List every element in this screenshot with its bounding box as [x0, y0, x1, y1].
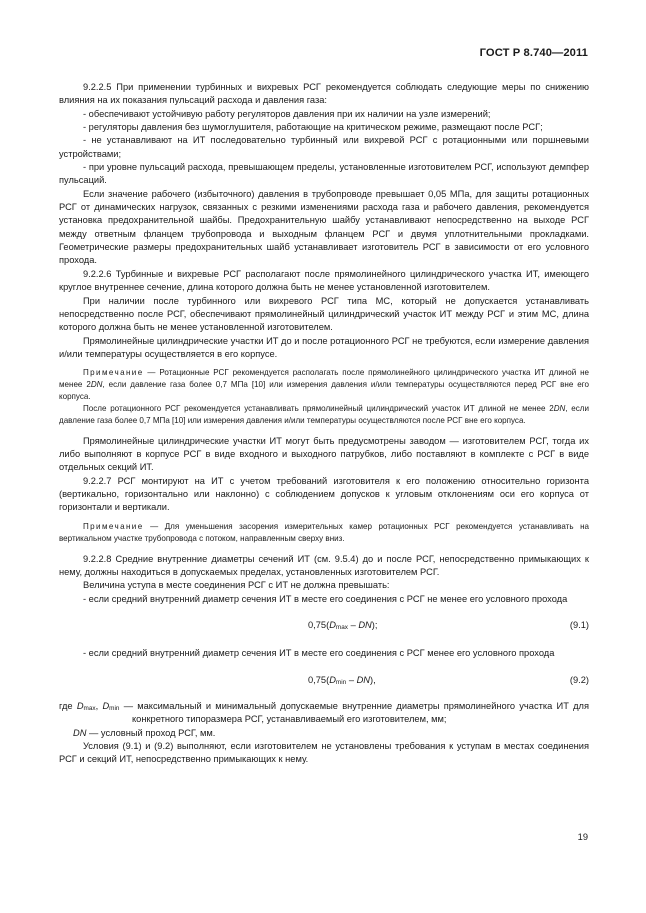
paragraph-factory-sections: Прямолинейные цилиндрические участки ИТ могут быть предусмотрены заводом — изготовителем РСГ, тогда их либо выполняют в корпусе РСГ в виде входного и выходного патрубков, либо поставляют в комплекте с РСГ в виде отдельных секций ИТ.: [59, 435, 589, 473]
page-number: 19: [577, 832, 588, 842]
page-body: [59, 81, 589, 767]
formula-9-2: [59, 674, 589, 687]
list-item: - обеспечивают устойчивую работу регуляторов давления при их наличии на узле измерений;: [83, 108, 491, 119]
note-vertical-mounting: Примечание — Для уменьшения засорения измерительных камер ротационных РСГ рекомендуется устанавливать на вертикальном участке трубопровода с потоком, направленным сверху вниз.: [59, 521, 589, 543]
paragraph-9-2-2-8: 9.2.2.8 Средние внутренние диаметры сечений ИТ (см. 9.5.4) до и после РСГ, непосредственно примыкающих к нему, должны находиться в допускаемых пределах, установленных изготовителем РСГ.: [59, 553, 589, 577]
formula-9-1: [59, 619, 589, 632]
note-rotary-upstream: Примечание — Ротационные РСГ рекомендуется располагать после прямолинейного цилиндрического участка ИТ длиной не менее 2DN, если давление газа более 0,7 МПа [10] или измерения давления и/или температуры осуществляются перед РСГ вне его корпуса.: [59, 368, 589, 402]
note-rotary-downstream: После ротационного РСГ рекомендуется устанавливать прямолинейный цилиндрический участок ИТ длиной не менее 2DN, если давление газа более 0,7 МПа [10] или измерения давления и/или температуры осуществляются после РСГ вне его корпуса.: [59, 403, 589, 425]
paragraph-step-size: Величина уступа в месте соединения РСГ с ИТ не должна превышать:: [83, 580, 390, 591]
note-label: Примечание: [83, 368, 144, 378]
paragraph-9-2-2-7: 9.2.2.7 РСГ монтируют на ИТ с учетом требований изготовителя к его положению относительно горизонта (вертикально, горизонтально или наклонно) с соблюдением допусков к угловым отклонениям оси его корпуса от горизонтали и вертикали.: [59, 475, 589, 513]
paragraph-9-2-2-6: 9.2.2.6 Турбинные и вихревые РСГ располагают после прямолинейного цилиндрического участка ИТ, имеющего круглое внутреннее сечение, длина которого должна быть не менее установленной изготовителем.: [59, 268, 589, 293]
list-item: - не устанавливают на ИТ последовательно турбинный или вихревой РСГ с ротационными или поршневыми устройствами;: [59, 135, 589, 159]
paragraph-safety-washer: Если значение рабочего (избыточного) давления в трубопроводе превышает 0,05 МПа, для защиты ротационных РСГ от динамических нагрузок, связанных с резкими изменениями расхода газа и рабочего давления, рекомендуется установка предохранительной шайбы. Предохранительную шайбу устанавливают непосредственно на выходе РСГ между ответным фланцем трубопровода и выходным фланцем РСГ и двумя уплотнительными прокладками. Геометрические размеры предохранительных шайб устанавливает изготовитель РСГ в зависимости от его условного прохода.: [59, 188, 589, 266]
note-label: Примечание: [83, 521, 144, 531]
formula-expression: $0,75(D_{max} - DN)$;: [308, 620, 378, 631]
definition-dn: DN — условный проход РСГ, мм.: [73, 727, 216, 738]
definition-dmax-dmin: где $D_{max}$, $D_{min}$ — максимальный и минимальный допускаемые внутренние диаметры прямолинейного участка ИТ для конкретного типоразмера РСГ, устанавливаемый его изготовителем, мм;: [59, 701, 590, 725]
formula-expression: $0,75(D_{min} - DN)$,: [308, 674, 376, 686]
paragraph-ms-after-meter: При наличии после турбинного или вихревого РСГ типа МС, который не допускается устанавливать непосредственно после РСГ, обеспечивают прямолинейный цилиндрический участок ИТ между РСГ и этим МС, длина которого должна быть не менее установленной изготовителем.: [59, 295, 589, 333]
standard-header: ГОСТ Р 8.740—2011: [479, 47, 588, 59]
list-item: - при уровне пульсаций расхода, превышающем пределы, установленные изготовителем РСГ, используют демпфер пульсаций.: [59, 162, 589, 186]
formula-number: (9.1): [569, 620, 589, 630]
paragraph-conditions: Условия (9.1) и (9.2) выполняют, если изготовителем не установлены требования к уступам в местах соединения РСГ и секций ИТ, непосредственно примыкающих к нему.: [59, 741, 589, 765]
formula-number: (9.2): [569, 674, 589, 685]
list-item: - если средний внутренний диаметр сечения ИТ в месте его соединения с РСГ менее его условного прохода: [83, 648, 555, 659]
list-item: - регуляторы давления без шумоглушителя, работающие на критическом режиме, размещают после РСГ;: [83, 122, 543, 133]
list-item: - если средний внутренний диаметр сечения ИТ в месте его соединения с РСГ не менее его условного прохода: [83, 593, 568, 604]
paragraph-rotary-straight: Прямолинейные цилиндрические участки ИТ до и после ротационного РСГ не требуются, если измерение давления и/или температуры осуществляется в его корпусе.: [59, 335, 589, 359]
paragraph-9-2-2-5: 9.2.2.5 При применении турбинных и вихревых РСГ рекомендуется соблюдать следующие меры по снижению влияния на их показания пульсаций расхода и давления газа:: [59, 82, 589, 106]
